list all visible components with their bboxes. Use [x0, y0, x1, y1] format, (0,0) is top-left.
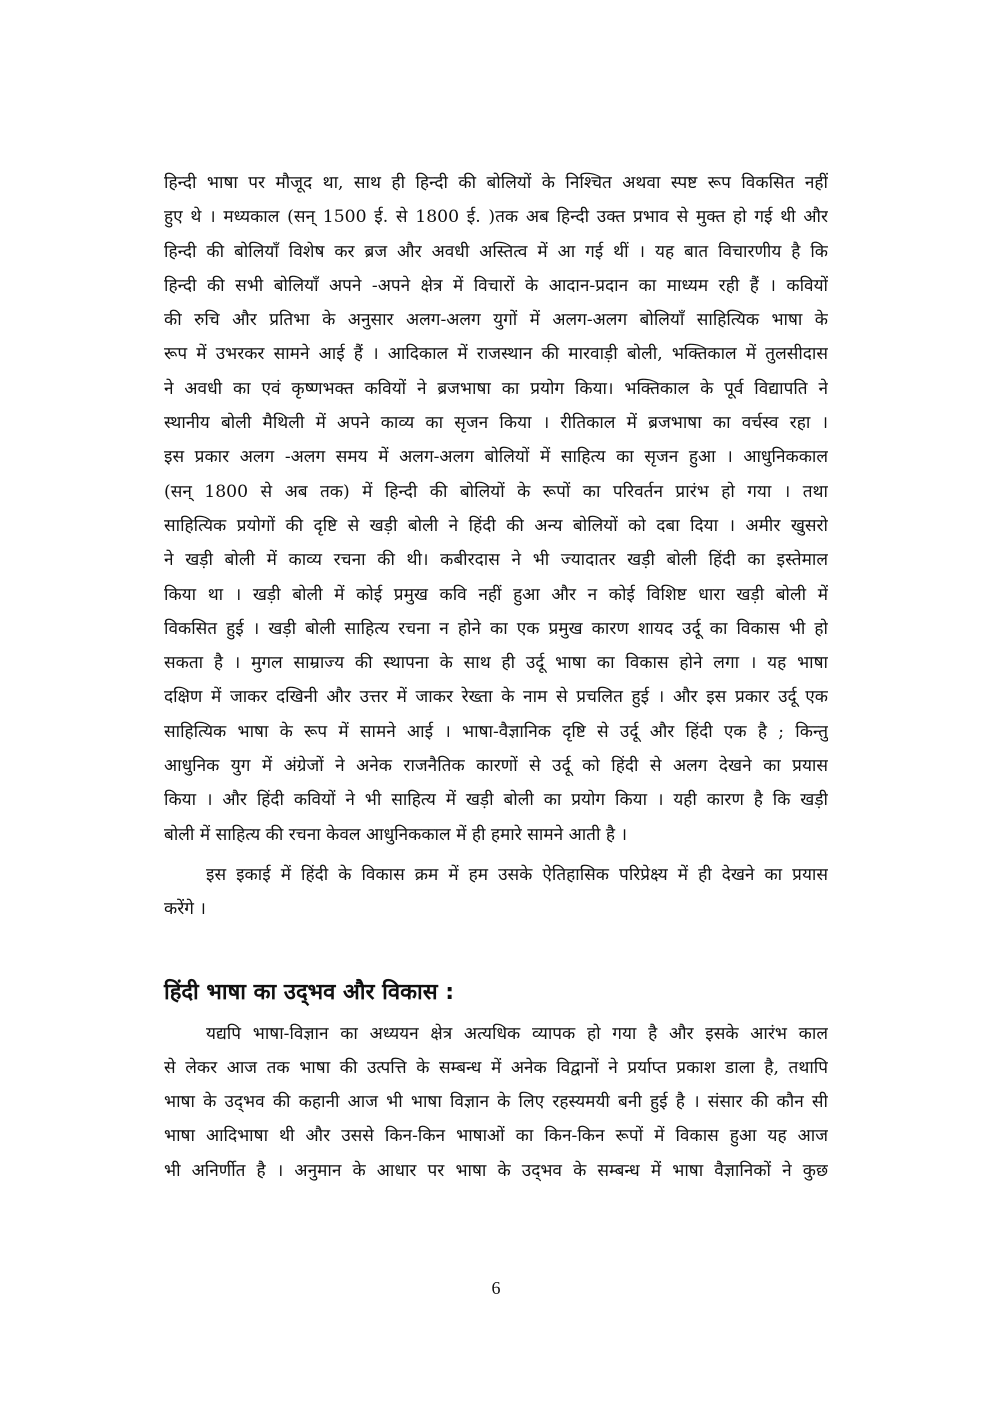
text-line: भी अनिर्णीत है । अनुमान के आधार पर भाषा के उद्‌भव के सम्बन्ध में भाषा वैज्ञानिकों ने कुछ	[164, 1160, 828, 1181]
text-line: ने खड़ी बोली में काव्य रचना की थी। कबीरदास ने भी ज्यादातर खड़ी बोली हिंदी का इस्तेमाल	[164, 550, 828, 571]
text-line: सकता है । मुगल साम्राज्य की स्थापना के साथ ही उर्दू भाषा का विकास होने लगा । यह भाषा	[164, 653, 828, 674]
text-line: इस इकाई में हिंदी के विकास क्रम में हम उसके ऐतिहासिक परिप्रेक्ष्य में ही देखने का प्रयास	[206, 864, 828, 885]
text-line: किया । और हिंदी कवियों ने भी साहित्य में खड़ी बोली का प्रयोग किया । यही कारण है कि खड़ी	[164, 790, 828, 811]
text-line: से लेकर आज तक भाषा की उत्पत्ति के सम्बन्ध में अनेक विद्वानों ने प्रर्याप्त प्रकाश डाला है, तथापि	[164, 1057, 828, 1078]
text-line: इस प्रकार अलग -अलग समय में अलग-अलग बोलियों में साहित्य का सृजन हुआ । आधुनिककाल	[164, 447, 828, 468]
text-line: साहित्यिक प्रयोगों की दृष्टि से खड़ी बोली ने हिंदी की अन्य बोलियों को दबा दिया । अमीर खुसरो	[164, 515, 828, 536]
text-line: विकसित हुई । खड़ी बोली साहित्य रचना न होने का एक प्रमुख कारण शायद उर्दू का विकास भी हो	[164, 618, 828, 639]
text-line: हिन्दी भाषा पर मौजूद था, साथ ही हिन्दी की बोलियों के निश्चित अथवा स्पष्ट रूप विकसित नहीं	[164, 173, 828, 193]
text-line: किया था । खड़ी बोली में कोई प्रमुख कवि नहीं हुआ और न कोई विशिष्ट धारा खड़ी बोली में	[164, 584, 828, 605]
text-line: भाषा आदिभाषा थी और उससे किन-किन भाषाओं का किन-किन रूपों में विकास हुआ यह आज	[164, 1126, 828, 1147]
text-line: की रुचि और प्रतिभा के अनुसार अलग-अलग युगों में अलग-अलग बोलियाँ साहित्यिक भाषा के	[164, 310, 828, 331]
text-line: स्थानीय बोली मैथिली में अपने काव्य का सृजन किया । रीतिकाल में ब्रजभाषा का वर्चस्व रहा ।	[164, 413, 828, 434]
text-line: रूप में उभरकर सामने आई हैं । आदिकाल में राजस्थान की मारवाड़ी बोली, भक्तिकाल में तुलसीदास	[164, 344, 828, 365]
text-line: साहित्यिक भाषा के रूप में सामने आई । भाषा-वैज्ञानिक दृष्टि से उर्दू और हिंदी एक है ; किन्तु	[164, 721, 828, 742]
page-content	[164, 166, 828, 1188]
text-line: (सन् 1800 से अब तक) में हिन्दी की बोलियों के रूपों का परिवर्तन प्रारंभ हो गया । तथा	[164, 481, 828, 502]
text-line: ने अवधी का एवं कृष्णभक्त कवियों ने ब्रजभाषा का प्रयोग किया। भक्तिकाल के पूर्व विद्यापति ने	[164, 378, 828, 399]
section-heading: हिंदी भाषा का उद्‌भव और विकास :	[164, 979, 455, 1005]
text-line: यद्यपि भाषा-विज्ञान का अध्ययन क्षेत्र अत्यधिक व्यापक हो गया है और इसके आरंभ काल	[206, 1023, 828, 1044]
text-line: करेंगे ।	[164, 899, 206, 920]
text-line: हिन्दी की सभी बोलियाँ अपने -अपने क्षेत्र में विचारों के आदान-प्रदान का माध्यम रही हैं । कवियों	[164, 275, 828, 296]
text-line: आधुनिक युग में अंग्रेजों ने अनेक राजनैतिक कारणों से उर्दू को हिंदी से अलग देखने का प्रयास	[164, 756, 828, 777]
paragraph-unit-intro	[164, 858, 828, 927]
text-line: भाषा के उद्‌भव की कहानी आज भी भाषा विज्ञान के लिए रहस्यमयी बनी हुई है । संसार की कौन सी	[164, 1092, 828, 1113]
text-line: हिन्दी की बोलियाँ विशेष कर ब्रज और अवधी अस्तित्व में आ गई थीं । यह बात विचारणीय है कि	[164, 241, 828, 262]
page-number: 6	[491, 1278, 501, 1298]
paragraph-origin-of-language	[164, 1017, 828, 1188]
text-line: दक्षिण में जाकर दखिनी और उत्तर में जाकर रेख्ता के नाम से प्रचलित हुई । और इस प्रकार उर्दू एक	[164, 687, 828, 708]
text-line: हुए थे । मध्यकाल (सन् 1500 ई. से 1800 ई. )तक अब हिन्दी उक्त प्रभाव से मुक्त हो गई थी और	[164, 207, 828, 228]
paragraph-history-of-dialects	[164, 166, 828, 852]
text-line: बोली में साहित्य की रचना केवल आधुनिककाल में ही हमारे सामने आती है ।	[164, 824, 627, 845]
